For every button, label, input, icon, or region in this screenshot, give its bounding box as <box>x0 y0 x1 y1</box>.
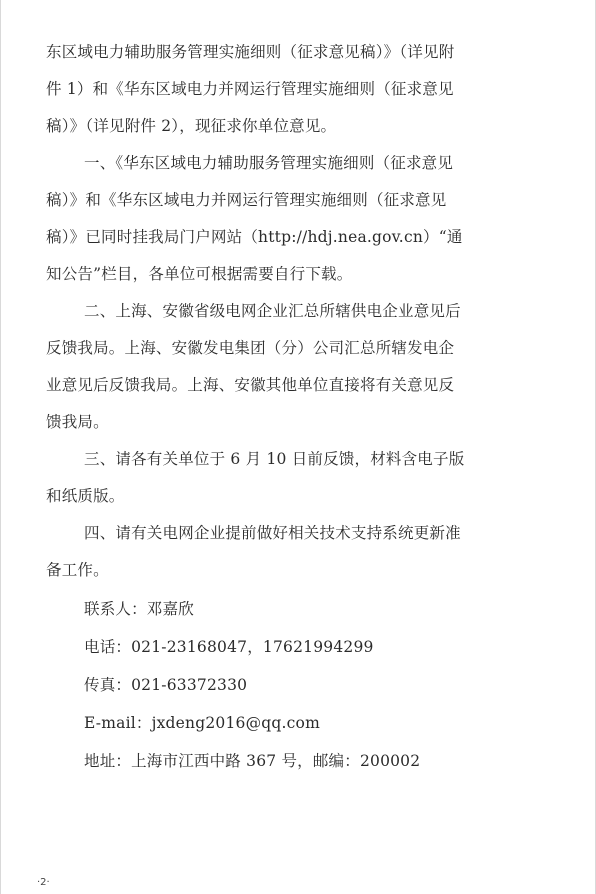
paragraph-3-start: 三、请各有关单位于 6 月 10 日前反馈，材料含电子版 <box>84 450 465 468</box>
body-line: 反馈我局。上海、安徽发电集团（分）公司汇总所辖发电企 <box>46 339 455 357</box>
paragraph-4-start: 四、请有关电网企业提前做好相关技术支持系统更新准 <box>84 524 461 542</box>
contact-person: 联系人：邓嘉欣 <box>84 600 194 618</box>
body-line: 馈我局。 <box>46 413 109 431</box>
paragraph-1-start: 一、《华东区域电力辅助服务管理实施细则（征求意见 <box>84 154 454 172</box>
body-line: 和纸质版。 <box>46 487 125 505</box>
body-line: 备工作。 <box>46 561 109 579</box>
body-line: 件 1）和《华东区域电力并网运行管理实施细则（征求意见 <box>46 80 454 98</box>
contact-fax: 传真：021-63372330 <box>84 676 248 694</box>
contact-email: E-mail：jxdeng2016@qq.com <box>84 714 320 732</box>
paragraph-2-start: 二、上海、安徽省级电网企业汇总所辖供电企业意见后 <box>84 302 461 320</box>
contact-phone: 电话：021-23168047，17621994299 <box>84 638 374 656</box>
body-line: 稿）》（详见附件 2），现征求你单位意见。 <box>46 117 337 135</box>
body-line: 业意见后反馈我局。上海、安徽其他单位直接将有关意见反 <box>46 376 455 394</box>
page-number: ·2· <box>37 877 50 888</box>
body-line: 稿）》已同时挂我局门户网站（http://hdj.nea.gov.cn）“通 <box>46 228 463 246</box>
body-line: 稿）》和《华东区域电力并网运行管理实施细则（征求意见 <box>46 191 447 209</box>
body-line: 知公告”栏目，各单位可根据需要自行下载。 <box>46 265 353 283</box>
contact-address: 地址：上海市江西中路 367 号，邮编：200002 <box>84 752 421 770</box>
body-line: 东区域电力辅助服务管理实施细则（征求意见稿）》（详见附 <box>46 43 455 61</box>
